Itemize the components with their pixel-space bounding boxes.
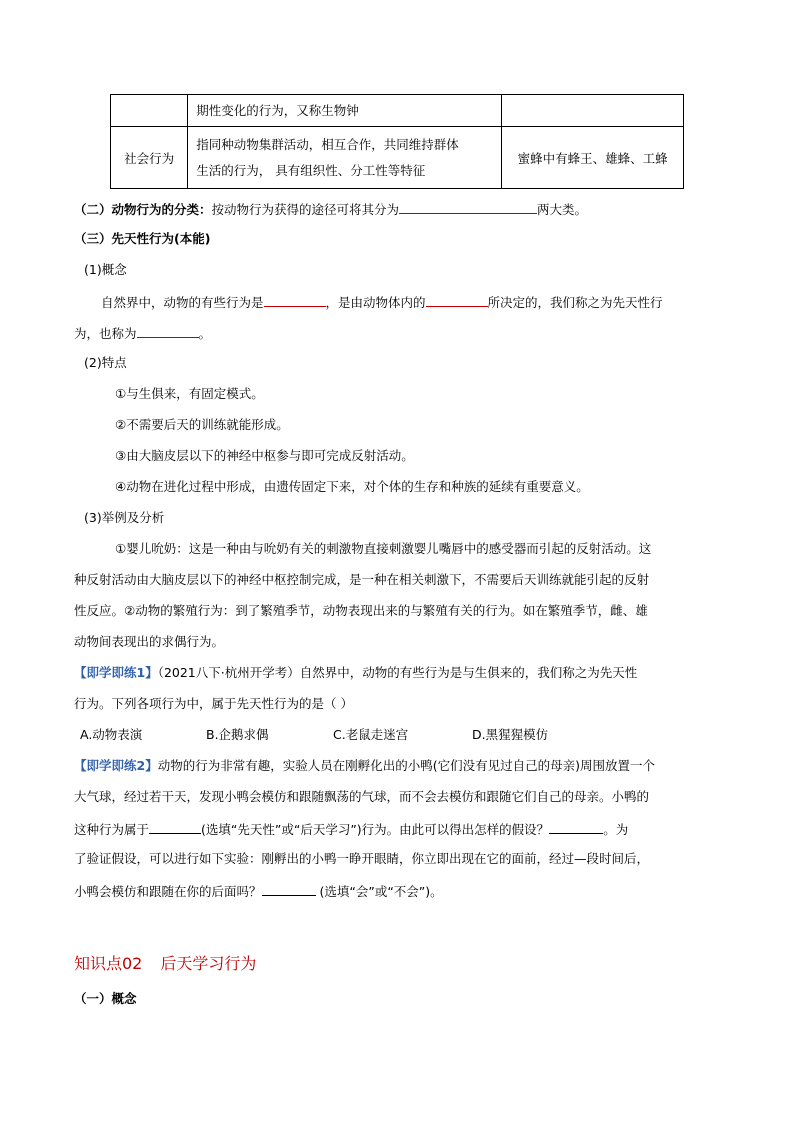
- answer-blank[interactable]: [549, 819, 603, 834]
- exercise-tag: 【即学即练2】: [74, 758, 158, 773]
- text: 两大类。: [537, 202, 588, 217]
- feature-item: ①与生俱来，有固定模式。: [115, 386, 264, 401]
- feature-item: ③由大脑皮层以下的神经中枢参与即可完成反射活动。: [115, 448, 414, 463]
- text: ，是由动物体内的: [325, 295, 426, 310]
- table-row: [111, 127, 684, 189]
- exercise-2-line-4: 了验证假设，可以进行如下实验：刚孵出的小鸭一睁开眼睛，你立即出现在它的面前，经过—段时间后，: [74, 851, 650, 866]
- knowledge-point-heading: [74, 951, 274, 974]
- example-line: 动物间表现出的求偶行为。: [74, 634, 225, 649]
- answer-blank[interactable]: [137, 323, 199, 338]
- table-row: [111, 95, 684, 127]
- exercise-2-line-2: 大气球，经过若干天，发现小鸭会模仿和跟随飘荡的气球，而不会去模仿和跟随它们自己的母亲。小鸭的: [74, 789, 650, 804]
- concept-line-2: [74, 323, 211, 343]
- text: 。: [198, 326, 212, 341]
- subsection-concept: （一）概念: [74, 991, 137, 1006]
- exercise-2-line-3: [74, 819, 628, 839]
- classification-line: [74, 199, 587, 219]
- answer-blank[interactable]: [264, 292, 326, 307]
- section-label: （二）动物行为的分类：: [74, 202, 212, 217]
- answer-blank[interactable]: [426, 292, 488, 307]
- feature-item: ④动物在进化过程中形成，由遗传固定下来，对个体的生存和种族的延续有重要意义。: [115, 479, 589, 494]
- answer-blank[interactable]: [149, 819, 201, 834]
- exercise-1-option-a[interactable]: A.动物表演: [80, 727, 143, 742]
- text: 为，也称为: [74, 326, 137, 341]
- concept-label: (1)概念: [84, 262, 127, 277]
- example-line: 性反应。②动物的繁殖行为：到了繁殖季节，动物表现出来的与繁殖有关的行为。如在繁殖季节，雌、雄: [74, 603, 648, 618]
- heading-title: 后天学习行为: [160, 954, 257, 973]
- cell-line: 生活的行为， 具有组织性、分工性等特征: [196, 162, 426, 178]
- text: 动物的行为非常有趣，实验人员在刚孵化出的小鸭(它们没有见过自己的母亲)周围放置一个: [157, 758, 655, 773]
- answer-blank[interactable]: [262, 881, 316, 896]
- text: (选填“会”或“不会”)。: [315, 884, 443, 899]
- text: 这种行为属于: [74, 822, 150, 837]
- text: 自然界中，动物的有些行为是: [101, 295, 264, 310]
- table-cell: 蜜蜂中有蜂王、雄蜂、工蜂: [502, 127, 684, 189]
- exercise-1-option-c[interactable]: C.老鼠走迷宫: [333, 727, 409, 742]
- table-cell: 社会行为: [111, 127, 188, 189]
- exercise-1-line-2: 行为。下列各项行为中，属于先天性行为的是（ ）: [74, 696, 353, 711]
- cell-line: 指同种动物集群活动，相互合作，共同维持群体: [196, 136, 459, 152]
- exercise-1-option-b[interactable]: B.企鹅求偶: [206, 727, 269, 742]
- concept-line-1: [101, 292, 663, 312]
- table-cell: [188, 127, 502, 189]
- exercise-2-line-5: [74, 881, 443, 901]
- example-line: 种反射活动由大脑皮层以下的神经中枢控制完成，是一种在相关刺激下，不需要后天训练就能引起的反射: [74, 572, 650, 587]
- text: 。为: [603, 822, 629, 837]
- table-cell: [111, 95, 188, 127]
- exercise-1-line-1: [74, 664, 637, 682]
- text: (选填“先天性”或“后天学习”)行为。由此可以得出怎样的假设？: [201, 822, 550, 837]
- examples-label: (3)举例及分析: [84, 510, 165, 525]
- heading-number: 知识点02: [74, 954, 143, 973]
- table-cell: [502, 95, 684, 127]
- text: 所决定的，我们称之为先天性行: [487, 295, 663, 310]
- exercise-tag: 【即学即练1】: [74, 665, 158, 680]
- table-cell: 期性变化的行为，又称生物钟: [188, 95, 502, 127]
- example-line: ①婴儿吮奶：这是一种由与吮奶有关的刺激物直接刺激婴儿嘴唇中的感受器而引起的反射活动。这: [115, 541, 652, 556]
- behavior-table: [110, 94, 684, 189]
- text: 小鸭会模仿和跟随在你的后面吗？: [74, 884, 262, 899]
- exercise-1-option-d[interactable]: D.黑猩猩模仿: [472, 727, 549, 742]
- features-label: (2)特点: [84, 355, 127, 370]
- feature-item: ②不需要后天的训练就能形成。: [115, 417, 289, 432]
- section-heading-innate: （三）先天性行为(本能): [74, 231, 211, 246]
- answer-blank[interactable]: [399, 199, 537, 214]
- text: （2021八下·杭州开学考）自然界中，动物的有些行为是与生俱来的，我们称之为先天性: [157, 665, 638, 680]
- exercise-2-line-1: [74, 757, 655, 775]
- text: 按动物行为获得的途径可将其分为: [211, 202, 400, 217]
